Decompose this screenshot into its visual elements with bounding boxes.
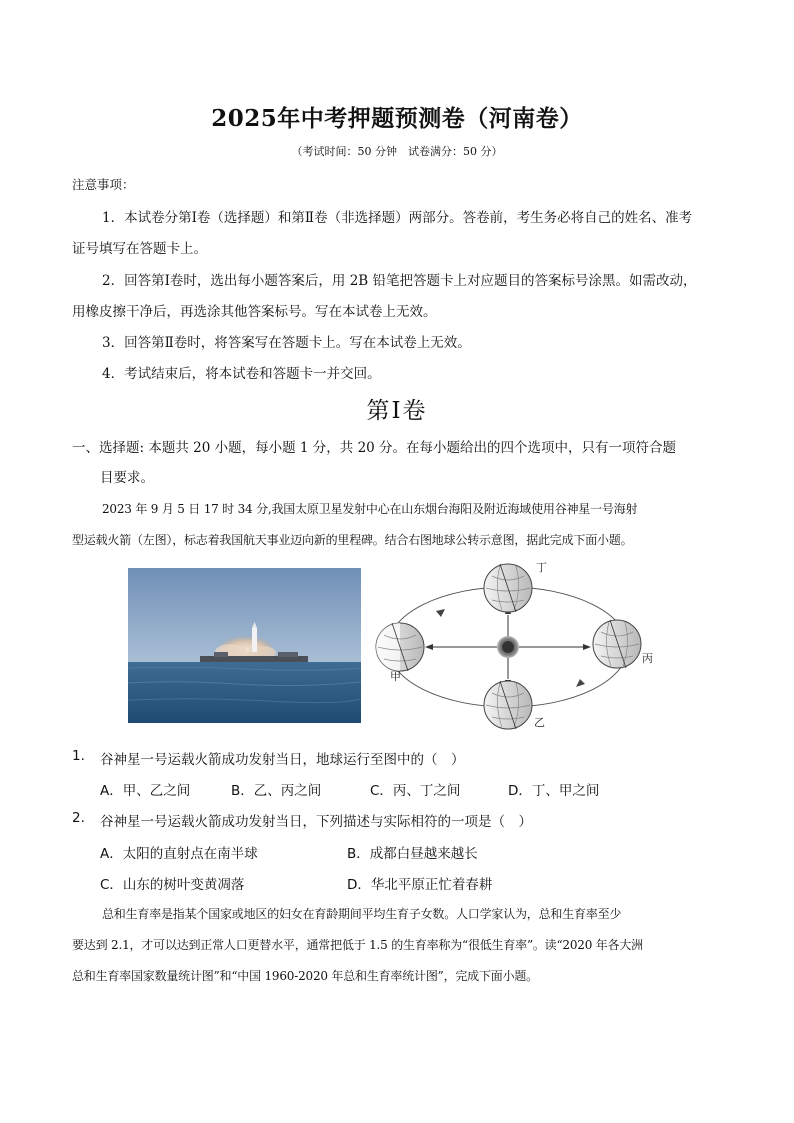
- question-1-number: 1.: [72, 748, 85, 764]
- rocket-launch-photo: [128, 568, 361, 723]
- material-2-line-1: 总和生育率是指某个国家或地区的妇女在育龄期间平均生育子女数。人口学家认为，总和生育率至少: [102, 907, 622, 921]
- label-bing: 丙: [642, 652, 653, 665]
- question-2-option-c[interactable]: C．山东的树叶变黄凋落: [100, 877, 245, 893]
- question-2-stem: 谷神星一号运载火箭成功发射当日，下列描述与实际相符的一项是（ ）: [100, 814, 532, 830]
- earth-orbit-diagram: [370, 558, 670, 738]
- question-2-option-a[interactable]: A．太阳的直射点在南半球: [100, 846, 258, 862]
- material-2-line-2: 要达到 2.1，才可以达到正常人口更替水平，通常把低于 1.5 的生育率称为“很低生育率”。读“2020 年各大洲: [72, 938, 643, 952]
- sun-icon: [502, 641, 514, 653]
- exam-title: 2025年中考押题预测卷（河南卷）: [211, 105, 583, 132]
- notice-item-1-cont: 证号填写在答题卡上。: [72, 241, 207, 257]
- question-2-option-d[interactable]: D．华北平原正忙着春耕: [347, 877, 493, 893]
- question-1-option-b[interactable]: B．乙、丙之间: [231, 783, 322, 799]
- notice-item-4: 4．考试结束后，将本试卷和答题卡一并交回。: [102, 366, 381, 382]
- section-title: 第Ⅰ卷: [366, 398, 428, 424]
- material-1-line-2: 型运载火箭（左图），标志着我国航天事业迈向新的里程碑。结合右图地球公转示意图，据此完成下面小题。: [72, 533, 633, 547]
- label-jia: 甲: [390, 670, 401, 683]
- question-2-option-b[interactable]: B．成都白昼越来越长: [347, 846, 478, 862]
- material-2-line-3: 总和生育率国家数量统计图”和“中国 1960-2020 年总和生育率统计图”，完成下面小题。: [72, 969, 538, 983]
- section-instruction: 一、选择题: 本题共 20 小题，每小题 1 分，共 20 分。在每小题给出的四个选项中，只有一项符合题: [72, 440, 677, 456]
- material-1-line-1: 2023 年 9 月 5 日 17 时 34 分,我国太原卫星发射中心在山东烟台海阳及附近海域使用谷神星一号海射: [102, 502, 638, 516]
- notice-item-2: 2．回答第Ⅰ卷时，选出每小题答案后，用 2B 铅笔把答题卡上对应题目的答案标号涂黑。如需改动，: [102, 273, 697, 289]
- question-1-option-d[interactable]: D．丁、甲之间: [508, 783, 600, 799]
- notice-item-1: 1．本试卷分第Ⅰ卷（选择题）和第Ⅱ卷（非选择题）两部分。答卷前，考生务必将自己的姓名、准考: [102, 210, 693, 226]
- label-ding: 丁: [536, 561, 547, 574]
- notice-item-3: 3．回答第Ⅱ卷时，将答案写在答题卡上。写在本试卷上无效。: [102, 335, 471, 351]
- notice-heading: 注意事项：: [72, 177, 135, 192]
- label-yi: 乙: [534, 716, 545, 729]
- exam-subtitle: （考试时间：50 分钟 试卷满分：50 分）: [291, 145, 503, 158]
- question-1-option-a[interactable]: A．甲、乙之间: [100, 783, 191, 799]
- section-instruction-cont: 目要求。: [100, 470, 154, 486]
- question-1-option-c[interactable]: C．丙、丁之间: [370, 783, 461, 799]
- question-1-stem: 谷神星一号运载火箭成功发射当日，地球运行至图中的（ ）: [100, 752, 465, 768]
- notice-item-2-cont: 用橡皮擦干净后，再选涂其他答案标号。写在本试卷上无效。: [72, 304, 437, 320]
- question-2-number: 2.: [72, 810, 85, 826]
